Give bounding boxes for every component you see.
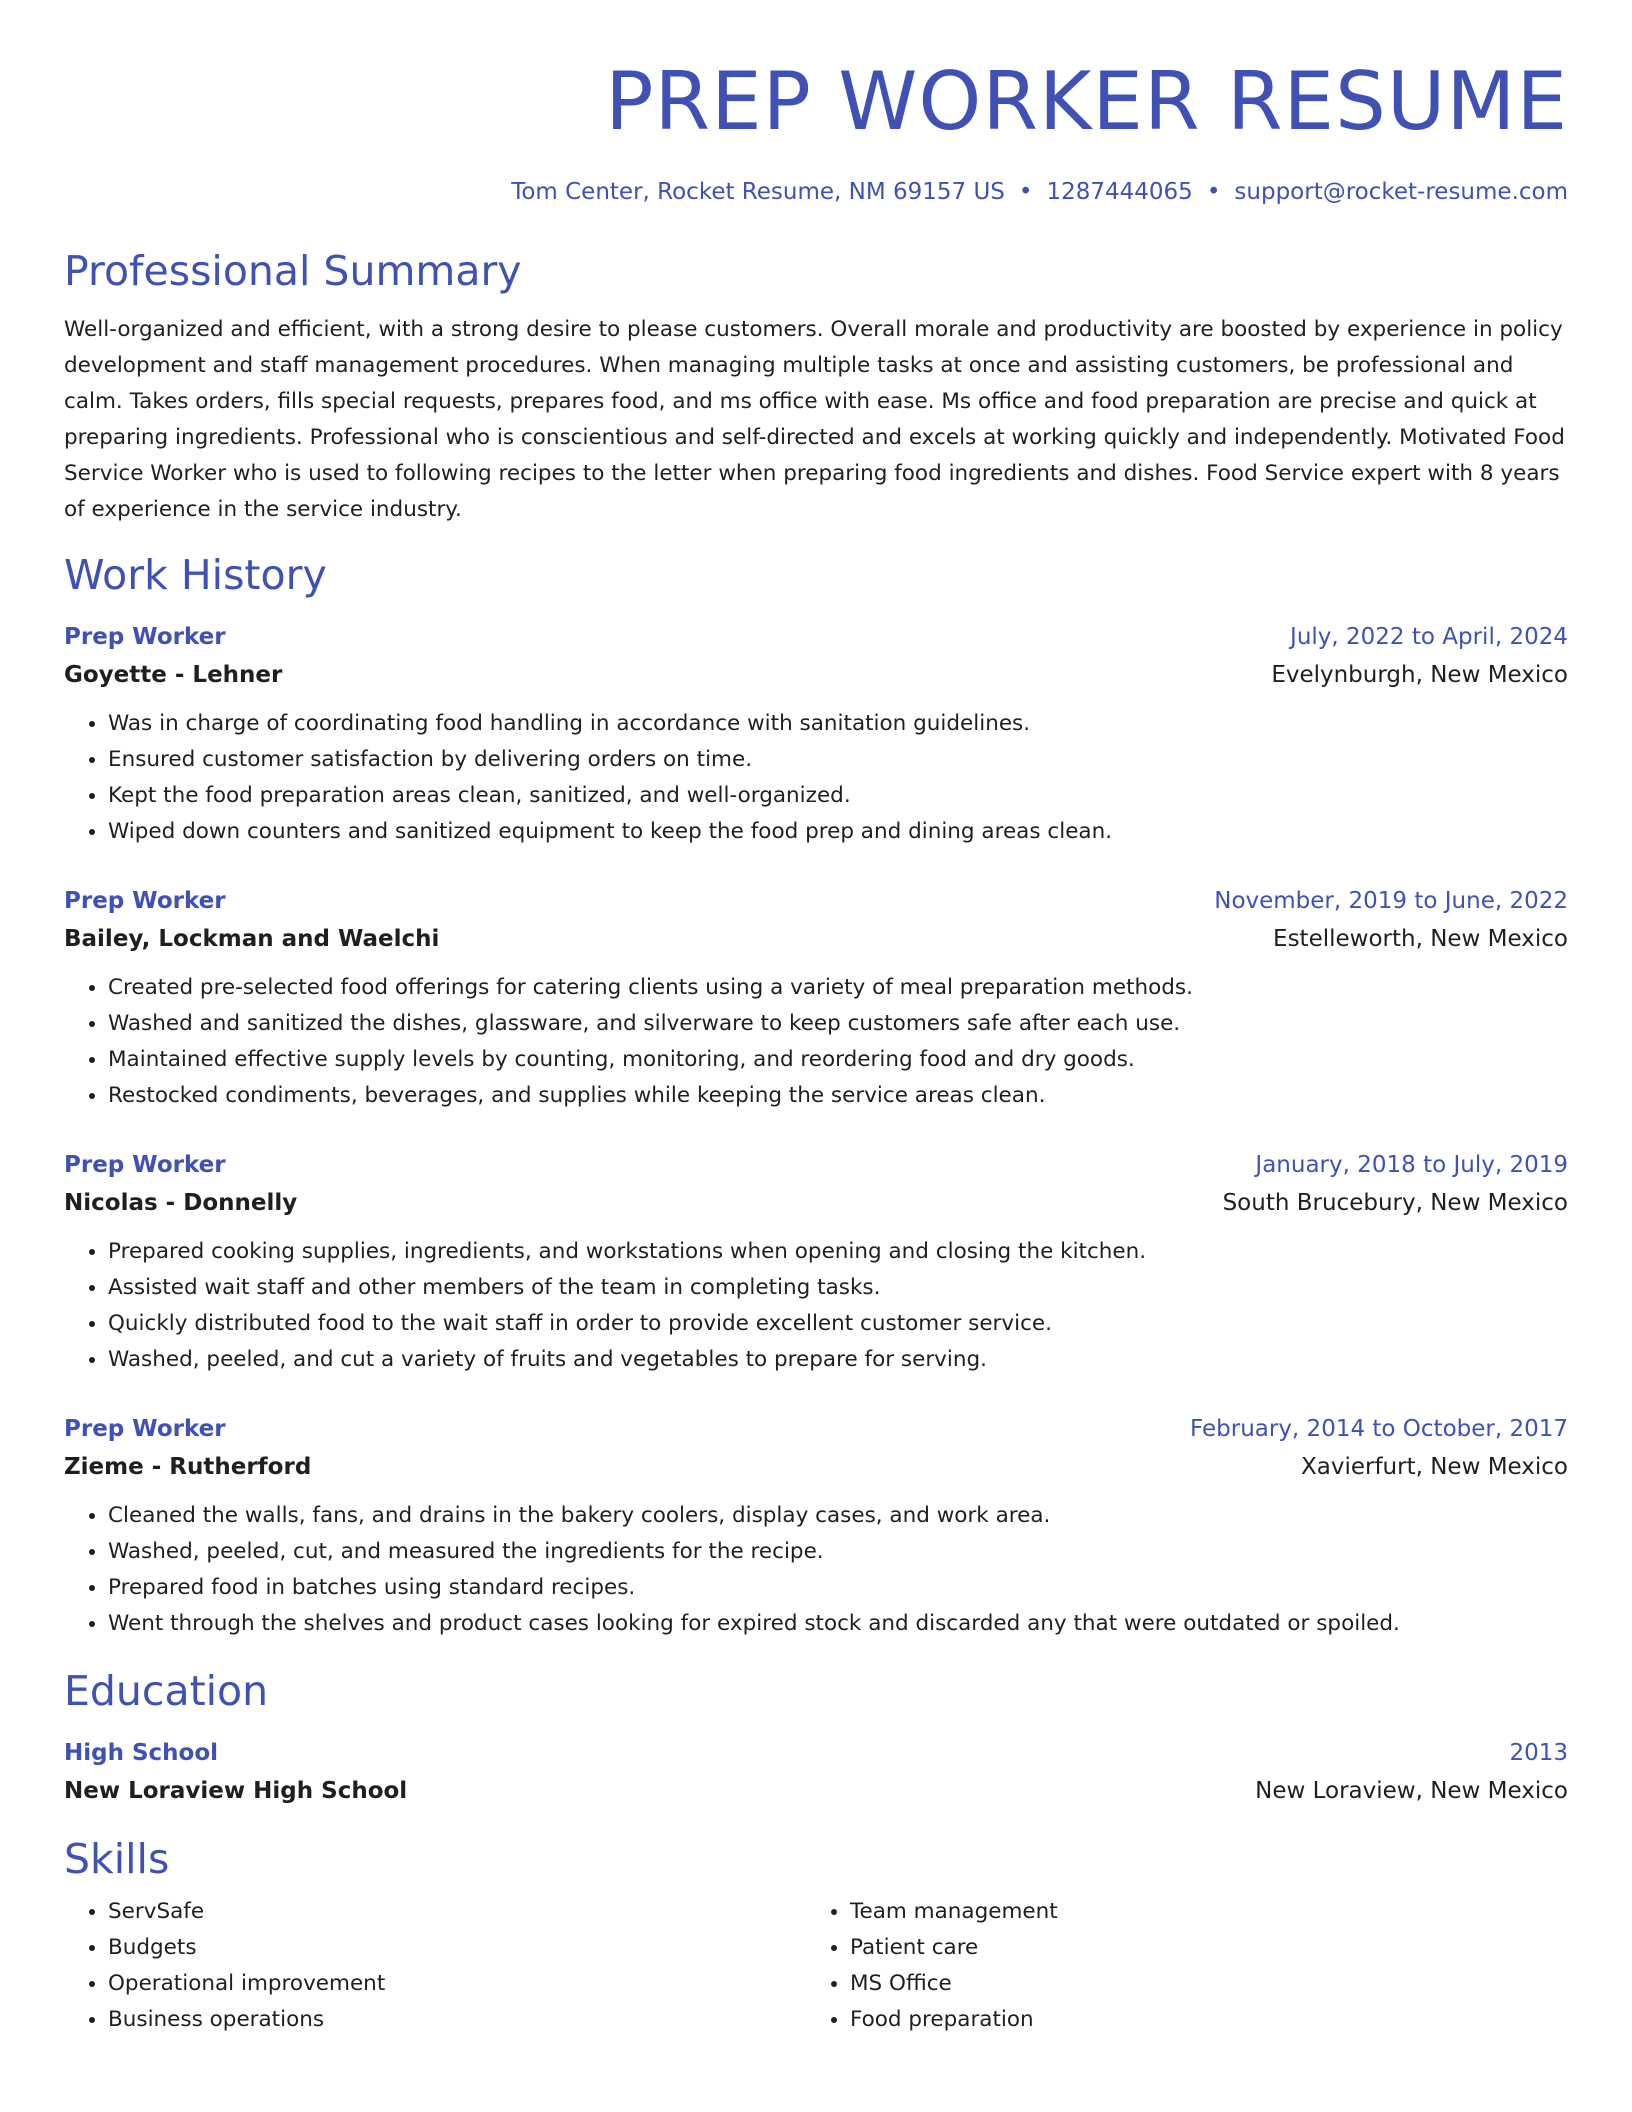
job-dates: January, 2018 to July, 2019	[1255, 1152, 1568, 1178]
skill-item: • Operational improvement	[108, 1966, 806, 2002]
job-company: Zieme - Rutherford	[64, 1454, 312, 1480]
job-bullet: • Prepared cooking supplies, ingredients, and workstations when opening and closing the kitchen.	[108, 1234, 1568, 1270]
job-dates: February, 2014 to October, 2017	[1190, 1416, 1568, 1442]
contact-phone: 1287444065	[1046, 179, 1193, 205]
job-bullets	[64, 706, 1568, 850]
contact-separator: •	[1206, 179, 1221, 205]
job-bullets	[64, 970, 1568, 1114]
skill-item: • Team management	[850, 1894, 1548, 1930]
job-dates: July, 2022 to April, 2024	[1290, 624, 1568, 650]
education-entry	[64, 1734, 1568, 1810]
job-bullet: • Went through the shelves and product cases looking for expired stock and discarded any that were outdated or spoiled.	[108, 1606, 1568, 1642]
job-company: Goyette - Lehner	[64, 662, 283, 688]
skill-item: • Business operations	[108, 2002, 806, 2038]
skill-item: • ServSafe	[108, 1894, 806, 1930]
job-bullet: • Kept the food preparation areas clean, sanitized, and well-organized.	[108, 778, 1568, 814]
job-role: Prep Worker	[64, 1152, 226, 1178]
job-bullet: • Assisted wait staff and other members of the team in completing tasks.	[108, 1270, 1568, 1306]
resume-header	[64, 0, 1568, 208]
job-role: Prep Worker	[64, 1416, 226, 1442]
summary-text: Well-organized and efficient, with a strong desire to please customers. Overall morale and productivity are boosted by experience in policy development and staff management procedures. When managing multiple tasks at once and assisting customers, be professional and calm. Takes orders, fills special requests, prepares food, and ms office with ease. Ms office and food preparation are precise and quick at preparing ingredients. Professional who is conscientious and self-directed and excels at working quickly and independently. Motivated Food Service Worker who is used to following recipes to the letter when preparing food ingredients and dishes. Food Service expert with 8 years of experience in the service industry.	[64, 317, 1565, 522]
job-role: Prep Worker	[64, 624, 226, 650]
job-company: Bailey, Lockman and Waelchi	[64, 926, 440, 952]
skills-column-right	[806, 1894, 1548, 2038]
job-location: South Brucebury, New Mexico	[1222, 1190, 1568, 1216]
skills-heading: Skills	[64, 1835, 170, 1883]
job-location: Xavierfurt, New Mexico	[1300, 1454, 1568, 1480]
job-bullet: • Ensured customer satisfaction by delivering orders on time.	[108, 742, 1568, 778]
job-bullet: • Quickly distributed food to the wait staff in order to provide excellent customer service.	[108, 1306, 1568, 1342]
education-location: New Loraview, New Mexico	[1255, 1778, 1568, 1804]
job-bullet: • Maintained effective supply levels by counting, monitoring, and reordering food and dry goods.	[108, 1042, 1568, 1078]
job-entry	[64, 882, 1568, 1114]
job-bullet: • Cleaned the walls, fans, and drains in the bakery coolers, display cases, and work area.	[108, 1498, 1568, 1534]
job-location: Estelleworth, New Mexico	[1273, 926, 1568, 952]
job-bullet: • Restocked condiments, beverages, and supplies while keeping the service areas clean.	[108, 1078, 1568, 1114]
skill-item: • MS Office	[850, 1966, 1548, 2002]
skill-item: • Budgets	[108, 1930, 806, 1966]
resume-page	[64, 0, 1568, 2038]
job-bullet: • Washed, peeled, cut, and measured the ingredients for the recipe.	[108, 1534, 1568, 1570]
job-bullet: • Washed and sanitized the dishes, glassware, and silverware to keep customers safe after each use.	[108, 1006, 1568, 1042]
contact-address: Tom Center, Rocket Resume, NM 69157 US	[511, 179, 1005, 205]
job-bullet: • Prepared food in batches using standard recipes.	[108, 1570, 1568, 1606]
job-entry	[64, 618, 1568, 850]
job-bullet: • Washed, peeled, and cut a variety of fruits and vegetables to prepare for serving.	[108, 1342, 1568, 1378]
skill-item: • Patient care	[850, 1930, 1548, 1966]
job-company: Nicolas - Donnelly	[64, 1190, 298, 1216]
job-dates: November, 2019 to June, 2022	[1214, 888, 1568, 914]
job-bullets	[64, 1498, 1568, 1642]
education-school: New Loraview High School	[64, 1778, 408, 1804]
job-role: Prep Worker	[64, 888, 226, 914]
education-heading: Education	[64, 1667, 269, 1715]
job-bullet: • Wiped down counters and sanitized equipment to keep the food prep and dining areas clean.	[108, 814, 1568, 850]
job-entry	[64, 1146, 1568, 1378]
contact-separator: •	[1018, 179, 1033, 205]
skills-column-left	[64, 1894, 806, 2038]
education-year: 2013	[1509, 1740, 1568, 1766]
work-history-heading: Work History	[64, 551, 327, 599]
resume-title: PREP WORKER RESUME	[605, 55, 1568, 148]
job-location: Evelynburgh, New Mexico	[1271, 662, 1568, 688]
education-degree: High School	[64, 1740, 219, 1766]
contact-email[interactable]: support@rocket-resume.com	[1234, 179, 1568, 205]
job-bullet: • Created pre-selected food offerings for catering clients using a variety of meal preparation methods.	[108, 970, 1568, 1006]
contact-line	[64, 176, 1568, 208]
job-entry	[64, 1410, 1568, 1642]
summary-heading: Professional Summary	[64, 247, 522, 295]
skill-item: • Food preparation	[850, 2002, 1548, 2038]
skills-list	[64, 1894, 1568, 2038]
job-bullets	[64, 1234, 1568, 1378]
job-bullet: • Was in charge of coordinating food handling in accordance with sanitation guidelines.	[108, 706, 1568, 742]
